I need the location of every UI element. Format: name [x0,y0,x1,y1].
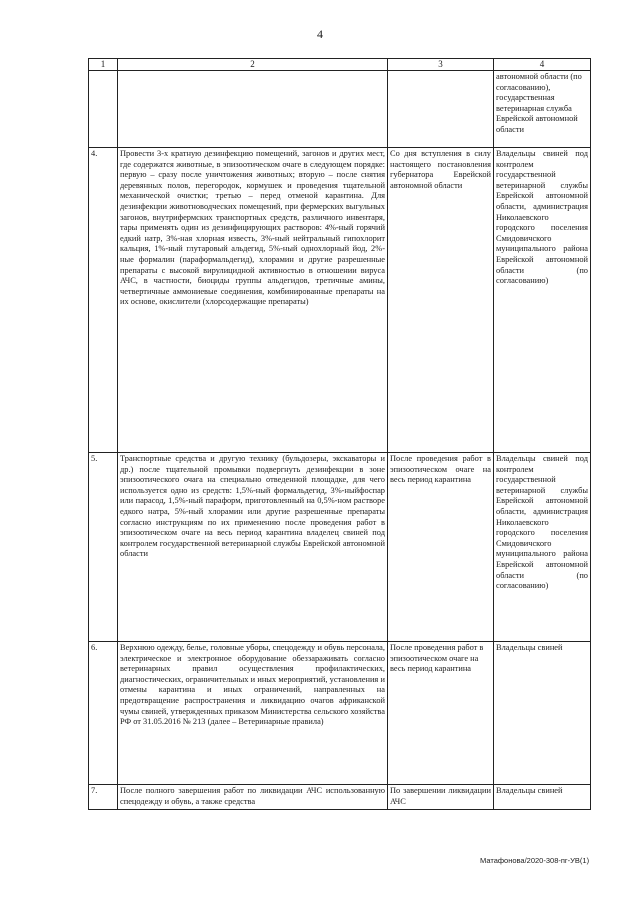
page-number: 4 [317,27,323,41]
column-header-action: 2 [118,59,388,71]
cell-number: 4. [89,148,118,453]
table-row [89,148,591,453]
cell-action: После полного завершения работ по ликвидации АЧС использованную спецодежду и обувь, а также средства [118,785,388,810]
column-header-number: 1 [89,59,118,71]
cell-number: 6. [89,642,118,785]
cell-timing: После проведения работ в эпизоотическом очаге на весь период карантина [388,453,494,642]
cell-action [118,71,388,148]
cell-number: 7. [89,785,118,810]
document-code: Матафонова/2020-308-пг-УВ(1) [480,856,590,865]
table-row [89,453,591,642]
cell-responsible: Владельцы свиней [494,785,591,810]
cell-timing: Со дня вступления в силу настоящего постановления губернатора Еврейской автономной области [388,148,494,453]
cell-responsible: Владельцы свиней [494,642,591,785]
cell-number: 5. [89,453,118,642]
cell-responsible: автономной области (по согласованию), государственная ветеринарная служба Еврейской автономной области [494,71,591,148]
cell-number [89,71,118,148]
cell-timing [388,71,494,148]
cell-action: Провести 3-х кратную дезинфекцию помещений, загонов и других мест, где содержатся животные, в эпизоотическом очаге в следующем порядке: первую – сразу после уничтожения животных; вторую – после снятия деревянных полов, перегородок, кормушек и проведения тщательной механической очистки; третью – перед отменой карантина. Для дезинфекции животноводческих помещений, при фермерских выгульных загонов, внутрифермских транспортных средств, различного инвентаря, тары применять один из дезинфицирующих растворов: 4%-ный горячий едкий натр, 3%-ная хлорная известь, 3%-ный нейтральный гипохлорит кальция, 1%-ный глутаровый альдегид, 5%-ный однохлорный йод, 2%-ные формалин (параформальдегид), хлорамин и другие разрешенные препараты с высокой вирулицидной активностью в отношении вируса АЧС, в частности, биоциды группы альдегидов, третичные амины, четвертичные аммониевые соединения, комбинированные препараты на их основе, окислители (хлорсодержащие препараты) [118,148,388,453]
table-row [89,71,591,148]
measures-table [88,58,591,810]
table-header-row [89,59,591,71]
cell-action: Верхнюю одежду, белье, головные уборы, спецодежду и обувь персонала, электрическое и электронное оборудование обеззараживать согласно ветеринарных правил осуществления профилактических, диагностических, ограничительных и иных мероприятий, установления и отмены карантина и иных ограничений, направленных на предотвращение распространения и ликвидацию очагов африканской чумы свиней, утвержденных приказом Министерства сельского хозяйства РФ от 31.05.2016 № 213 (далее – Ветеринарные правила) [118,642,388,785]
cell-timing: По завершении ликвидации АЧС [388,785,494,810]
column-header-timing: 3 [388,59,494,71]
cell-timing: После проведения работ в эпизоотическом очаге на весь период карантина [388,642,494,785]
table-row [89,642,591,785]
cell-action: Транспортные средства и другую технику (бульдозеры, экскаваторы и др.) после тщательной промывки подвергнуть дезинфекции в зоне эпизоотического очага на специально отведенной площадке, для чего используется одно из средств: 1,5%-ный формальдегид, 3%-ныйфоспар или парасод, 1,5%-ный параформ, приготовленный на 0,5%-ном растворе едкого натра, 5%-ный хлорамин или другие разрешенные препараты согласно инструкциям по их применению после проведения работ в эпизоотическом очаге на весь период карантина владелец свиней под контролем государственной ветеринарной службы Еврейской автономной области [118,453,388,642]
cell-responsible: Владельцы свиней под контролем государственной ветеринарной службы Еврейской автономной области, администрация Николаевского городского поселения Смидовичского муниципального района Еврейской автономной области (по согласованию) [494,453,591,642]
table-row [89,785,591,810]
cell-responsible: Владельцы свиней под контролем государственной ветеринарной службы Еврейской автономной области, администрация Николаевского городского поселения Смидовичского муниципального района Еврейской автономной области (по согласованию) [494,148,591,453]
column-header-responsible: 4 [494,59,591,71]
